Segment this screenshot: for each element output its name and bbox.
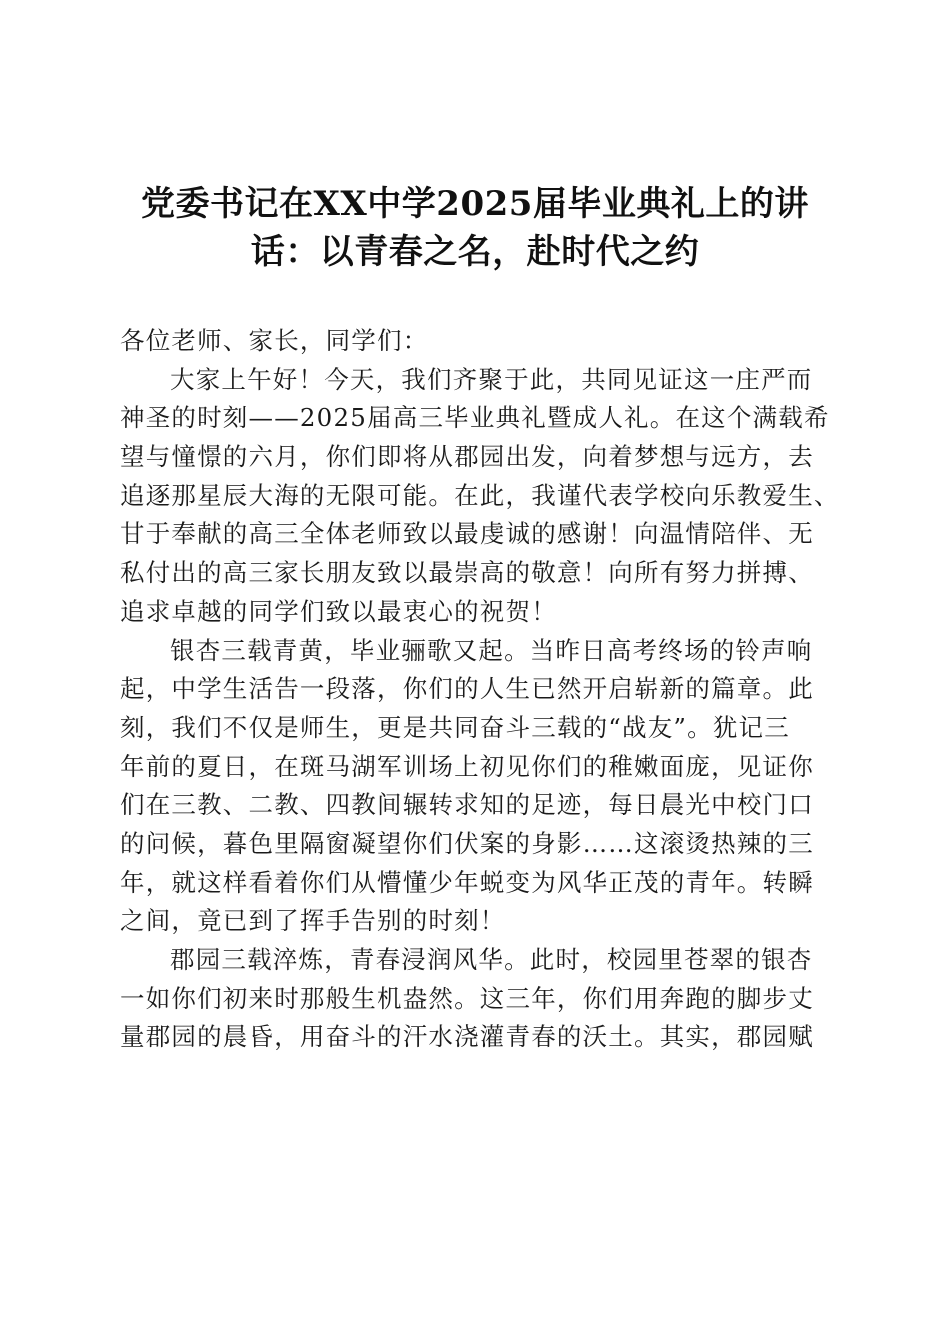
paragraph-line: 望与憧憬的六月，你们即将从郡园出发，向着梦想与远方，去 — [120, 442, 814, 472]
document-title — [120, 180, 830, 276]
paragraph-line: 追求卓越的同学们致以最衷心的祝贺！ — [120, 596, 557, 626]
document-body — [120, 322, 840, 1057]
title-line-1: 党委书记在XX中学2025届毕业典礼上的讲 — [141, 184, 809, 224]
paragraph-1 — [120, 361, 840, 632]
paragraph-line: 起，中学生活告一段落，你们的人生已然开启崭新的篇章。此 — [120, 674, 814, 704]
paragraph-line: 甘于奉献的高三全体老师致以最虔诚的感谢！向温情陪伴、无 — [120, 519, 814, 549]
paragraph-line: 之间，竟已到了挥手告别的时刻！ — [120, 906, 506, 936]
paragraph-line: 一如你们初来时那般生机盎然。这三年，你们用奔跑的脚步丈 — [120, 983, 814, 1013]
paragraph-line: 神圣的时刻——2025届高三毕业典礼暨成人礼。在这个满载希 — [120, 403, 830, 433]
paragraph-line: 的问候，暮色里隔窗凝望你们伏案的身影……这滚烫热辣的三 — [120, 828, 814, 858]
paragraph-3 — [120, 941, 832, 1057]
paragraph-line: 追逐那星辰大海的无限可能。在此，我谨代表学校向乐教爱生、 — [120, 480, 840, 510]
paragraph-line: 大家上午好！今天，我们齐聚于此，共同见证这一庄严而 — [170, 364, 813, 394]
salutation: 各位老师、家长，同学们： — [120, 326, 429, 355]
paragraph-line: 刻，我们不仅是师生，更是共同奋斗三载的“战友”。犹记三 — [120, 712, 790, 742]
paragraph-line: 郡园三载淬炼，青春浸润风华。此时，校园里苍翠的银杏 — [170, 945, 813, 974]
paragraph-line: 年前的夏日，在斑马湖军训场上初见你们的稚嫩面庞，见证你 — [120, 751, 814, 781]
paragraph-2 — [120, 632, 832, 942]
title-line-2: 话：以青春之名，赴时代之约 — [250, 232, 700, 272]
paragraph-line: 量郡园的晨昏，用奋斗的汗水浇灌青春的沃土。其实，郡园赋 — [120, 1022, 814, 1052]
paragraph-line: 年，就这样看着你们从懵懂少年蜕变为风华正茂的青年。转瞬 — [120, 867, 814, 897]
paragraph-line: 私付出的高三家长朋友致以最崇高的敬意！向所有努力拼搏、 — [120, 558, 814, 588]
paragraph-line: 银杏三载青黄，毕业骊歌又起。当昨日高考终场的铃声响 — [170, 635, 813, 665]
paragraph-line: 们在三教、二教、四教间辗转求知的足迹，每日晨光中校门口 — [120, 790, 814, 820]
